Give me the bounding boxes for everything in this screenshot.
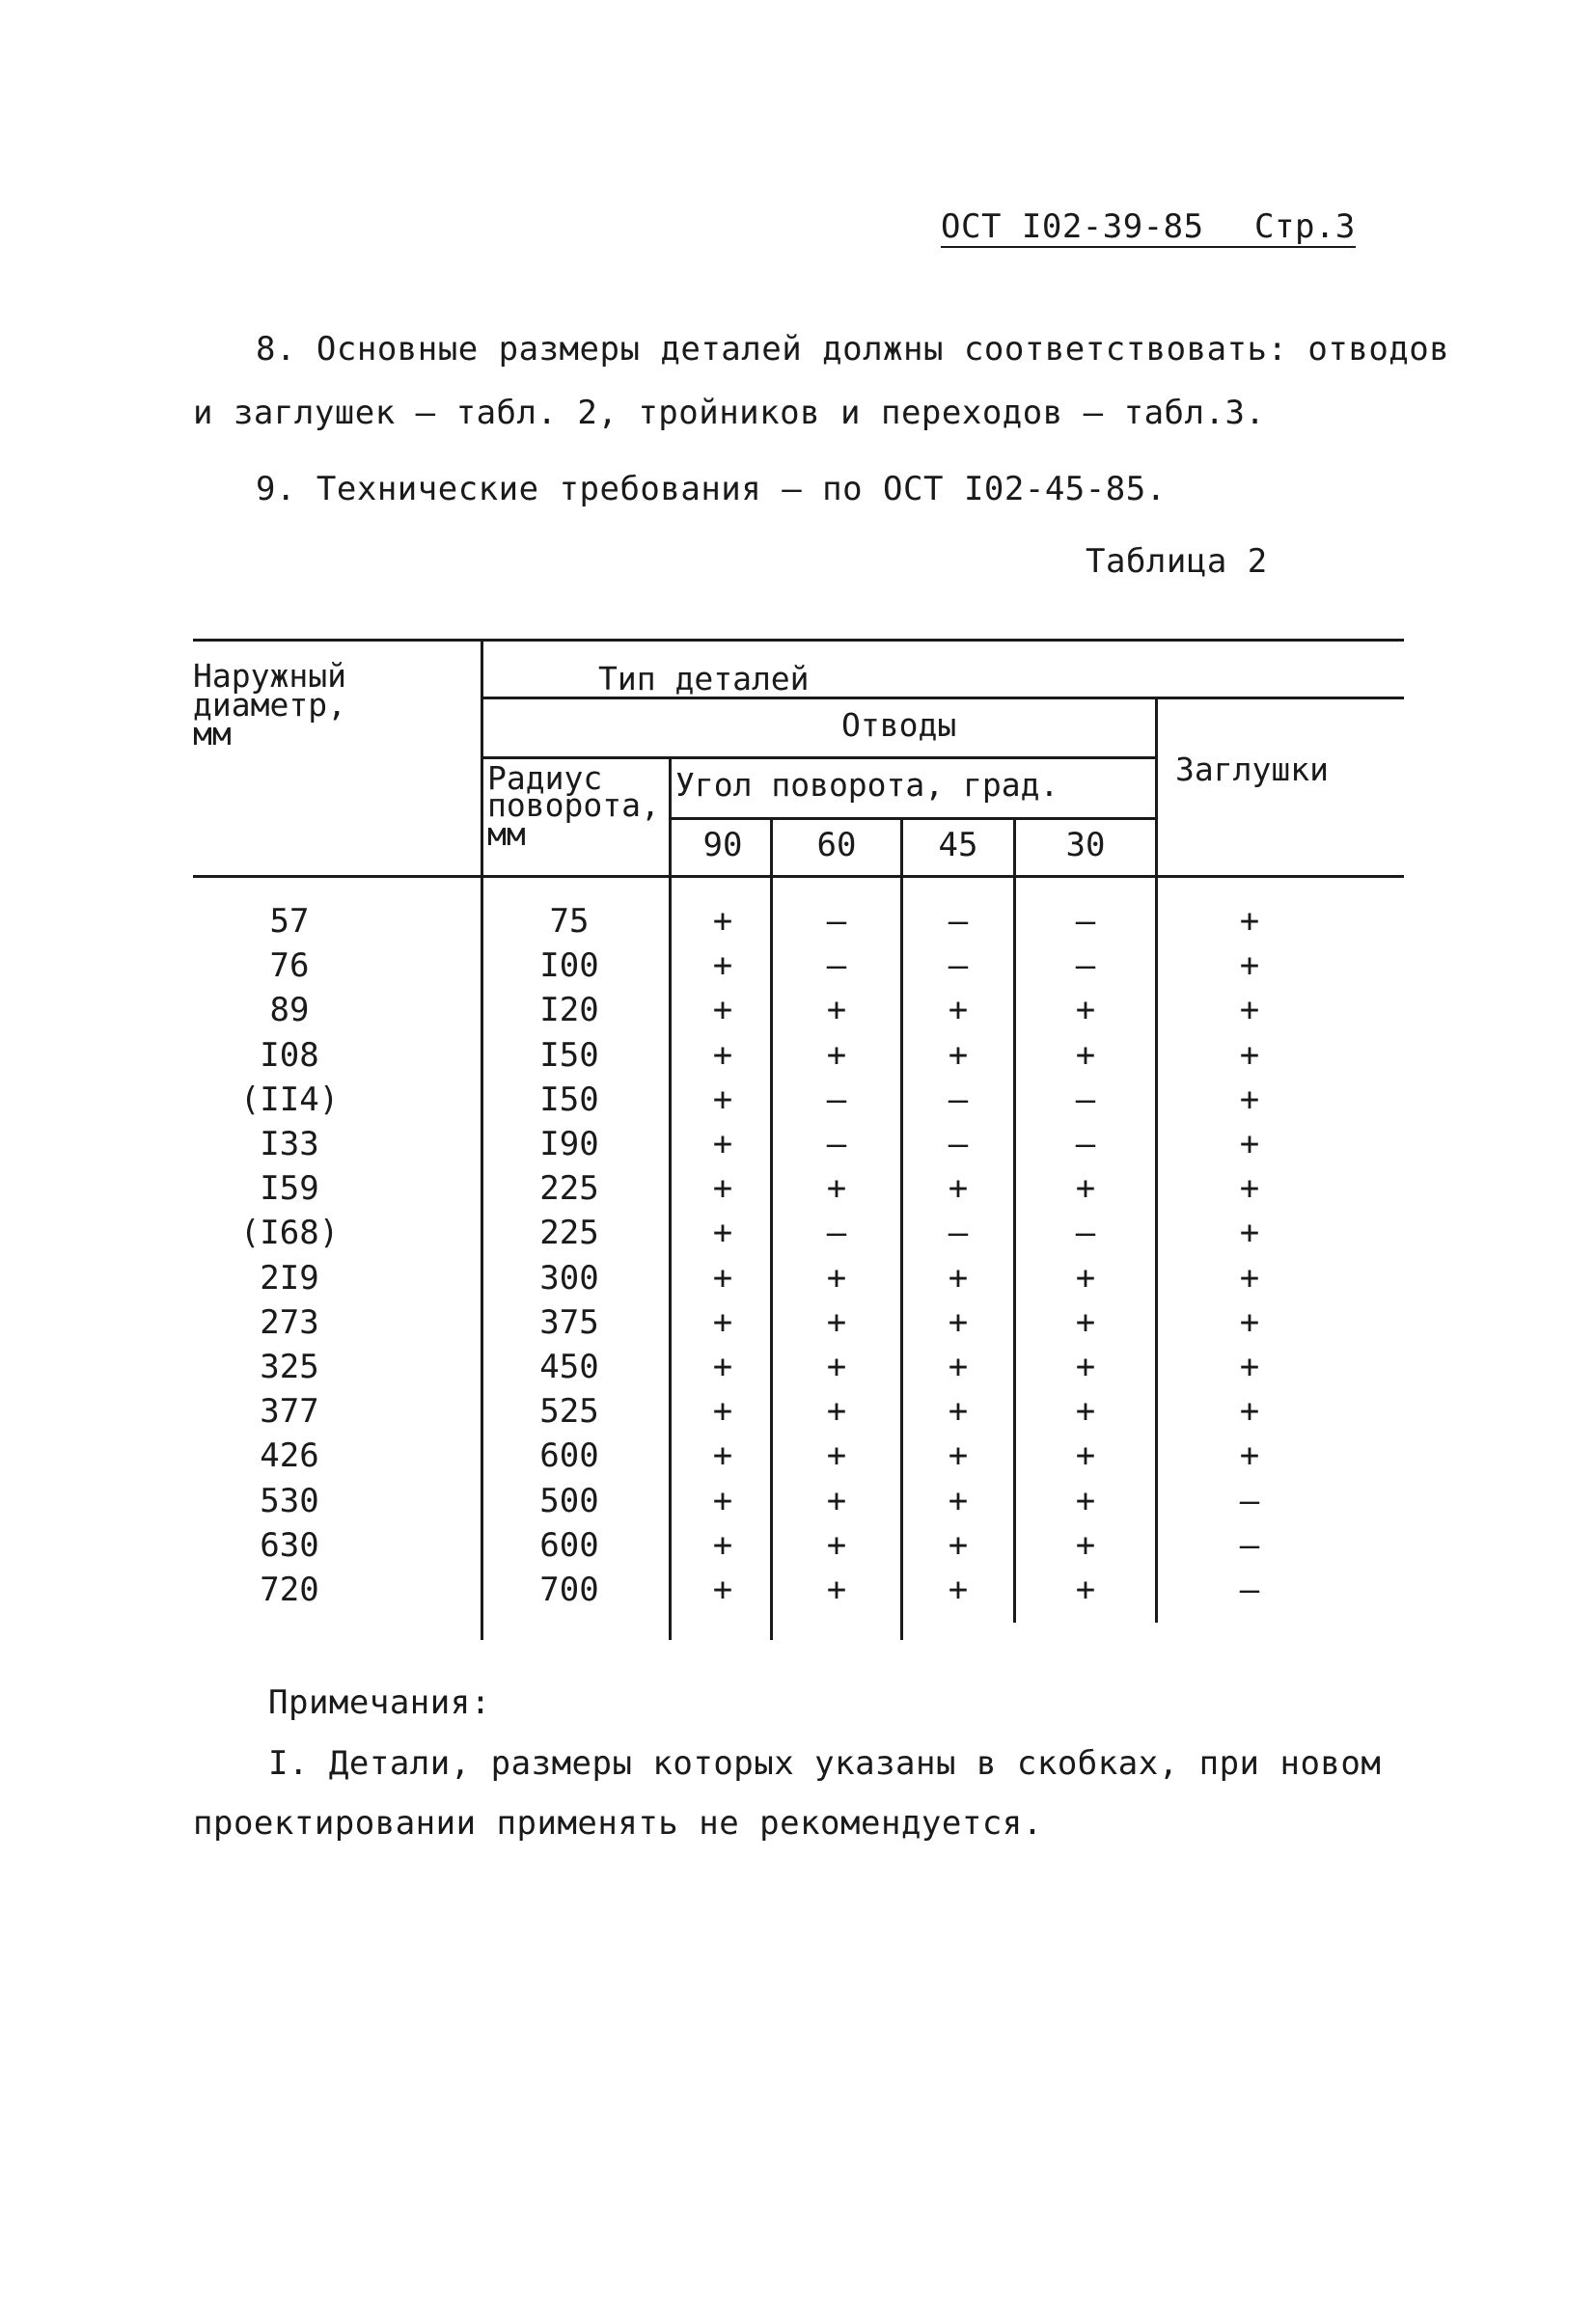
cell-angle-90: + [712,1169,733,1208]
cell-angle-30: + [1075,1169,1096,1208]
cell-angle-45: + [948,1482,969,1520]
cell-angle-60: + [826,1348,847,1386]
cell-angle-90: + [712,1125,733,1163]
cell-radius: 300 [539,1259,599,1298]
cell-angle-30: + [1075,1436,1096,1475]
cell-angle-45: + [948,1036,969,1075]
cell-radius: I00 [539,946,599,985]
cell-angle-45: + [948,1436,969,1475]
cell-angle-60: + [826,1259,847,1298]
cell-diameter: 57 [269,902,310,941]
type-group-header: Тип деталей [598,660,810,697]
cell-angle-60: – [826,1080,847,1119]
cell-plugs: + [1239,1303,1260,1342]
col-diameter-header-3: мм [193,715,232,752]
cell-angle-45: + [948,1392,969,1431]
cell-diameter: 377 [260,1392,319,1431]
cell-angle-60: – [826,946,847,985]
cell-diameter: 530 [260,1482,319,1520]
cell-diameter: (I68) [239,1214,340,1252]
cell-angle-60: + [826,1303,847,1342]
cell-angle-90: + [712,1214,733,1252]
angle-group-header: Угол поворота, град. [675,766,1059,804]
table-caption: Таблица 2 [1086,542,1268,581]
cell-radius: 500 [539,1482,599,1520]
cell-angle-45: + [948,991,969,1029]
cell-angle-90: + [712,991,733,1029]
cell-angle-60: + [826,991,847,1029]
cell-angle-60: – [826,1214,847,1252]
cell-diameter: 273 [260,1303,319,1342]
document-code: ОСТ I02-39-85 [941,207,1204,246]
cell-angle-90: + [712,1303,733,1342]
cell-plugs: + [1239,1036,1260,1075]
cell-angle-60: + [826,1526,847,1565]
cell-radius: I90 [539,1125,599,1163]
cell-angle-30: + [1075,1036,1096,1075]
cell-angle-90: + [712,1036,733,1075]
cell-radius: 450 [539,1348,599,1386]
cell-diameter: I08 [260,1036,319,1075]
cell-angle-90: + [712,1482,733,1520]
cell-angle-60: + [826,1482,847,1520]
cell-plugs: + [1239,1392,1260,1431]
cell-diameter: 720 [260,1571,319,1609]
cell-angle-90: + [712,1080,733,1119]
cell-diameter: I59 [260,1169,319,1208]
cell-radius: 600 [539,1436,599,1475]
cell-angle-45: – [948,946,969,985]
cell-angle-30: – [1075,1214,1096,1252]
cell-angle-90: + [712,1348,733,1386]
cell-angle-90: + [712,1436,733,1475]
cell-plugs: + [1239,1259,1260,1298]
cell-plugs: + [1239,1436,1260,1475]
cell-plugs: + [1239,1169,1260,1208]
cell-angle-60: – [826,902,847,941]
cell-plugs: – [1239,1526,1260,1565]
page-number: Стр.3 [1254,207,1356,246]
notes-title: Примечания: [268,1683,491,1722]
cell-angle-60: + [826,1571,847,1609]
cell-angle-60: + [826,1392,847,1431]
cell-diameter: 89 [269,991,310,1029]
paragraph-8-line-2: и заглушек – табл. 2, тройников и переходов – табл.3. [193,394,1266,432]
angle-header-60: 60 [816,826,857,864]
cell-angle-30: – [1075,1125,1096,1163]
angle-header-90: 90 [702,826,743,864]
cell-angle-30: + [1075,991,1096,1029]
radius-header-3: мм [487,815,526,853]
cell-angle-45: – [948,902,969,941]
cell-plugs: – [1239,1571,1260,1609]
cell-radius: 225 [539,1169,599,1208]
cell-radius: I20 [539,991,599,1029]
cell-plugs: + [1239,1348,1260,1386]
cell-radius: 225 [539,1214,599,1252]
cell-diameter: I33 [260,1125,319,1163]
cell-radius: 700 [539,1571,599,1609]
cell-angle-45: – [948,1080,969,1119]
cell-angle-60: + [826,1169,847,1208]
angle-header-45: 45 [938,826,978,864]
cell-diameter: 426 [260,1436,319,1475]
cell-radius: 75 [549,902,590,941]
cell-angle-45: + [948,1571,969,1609]
cell-angle-45: – [948,1125,969,1163]
cell-angle-90: + [712,946,733,985]
cell-angle-45: + [948,1259,969,1298]
col-diameter-header-1: Наружный [193,657,346,695]
cell-angle-30: + [1075,1526,1096,1565]
cell-angle-60: – [826,1125,847,1163]
cell-diameter: 2I9 [260,1259,319,1298]
cell-plugs: + [1239,1214,1260,1252]
cell-radius: I50 [539,1036,599,1075]
cell-angle-45: + [948,1303,969,1342]
cell-angle-30: – [1075,946,1096,985]
cell-angle-45: + [948,1348,969,1386]
cell-angle-60: + [826,1036,847,1075]
cell-angle-30: + [1075,1482,1096,1520]
cell-angle-45: + [948,1169,969,1208]
cell-angle-90: + [712,1526,733,1565]
cell-radius: I50 [539,1080,599,1119]
note-1-line-2: проектировании применять не рекомендуется. [193,1804,1043,1843]
cell-diameter: 325 [260,1348,319,1386]
cell-plugs: + [1239,1080,1260,1119]
plugs-header: Заглушки [1175,751,1329,788]
cell-radius: 600 [539,1526,599,1565]
cell-plugs: + [1239,1125,1260,1163]
cell-angle-30: – [1075,1080,1096,1119]
cell-plugs: + [1239,991,1260,1029]
cell-angle-30: + [1075,1303,1096,1342]
cell-angle-45: + [948,1526,969,1565]
cell-angle-45: – [948,1214,969,1252]
cell-angle-30: – [1075,902,1096,941]
col-diameter-header-2: диаметр, [193,686,346,724]
cell-plugs: + [1239,902,1260,941]
bends-group-header: Отводы [841,706,957,744]
cell-angle-90: + [712,1259,733,1298]
radius-header-1: Радиус [487,759,603,797]
cell-plugs: – [1239,1482,1260,1520]
paragraph-9: 9. Технические требования – по ОСТ I02-45-85. [256,470,1167,508]
cell-angle-30: + [1075,1571,1096,1609]
cell-angle-30: + [1075,1259,1096,1298]
cell-radius: 525 [539,1392,599,1431]
cell-angle-30: + [1075,1392,1096,1431]
cell-angle-90: + [712,902,733,941]
cell-diameter: 76 [269,946,310,985]
cell-angle-60: + [826,1436,847,1475]
cell-radius: 375 [539,1303,599,1342]
cell-angle-90: + [712,1392,733,1431]
cell-angle-30: + [1075,1348,1096,1386]
paragraph-8-line-1: 8. Основные размеры деталей должны соответствовать: отводов [256,330,1450,369]
radius-header-2: поворота, [487,786,660,824]
cell-plugs: + [1239,946,1260,985]
cell-diameter: (II4) [239,1080,340,1119]
note-1-line-1: I. Детали, размеры которых указаны в скобках, при новом [268,1744,1382,1783]
cell-diameter: 630 [260,1526,319,1565]
angle-header-30: 30 [1065,826,1106,864]
cell-angle-90: + [712,1571,733,1609]
